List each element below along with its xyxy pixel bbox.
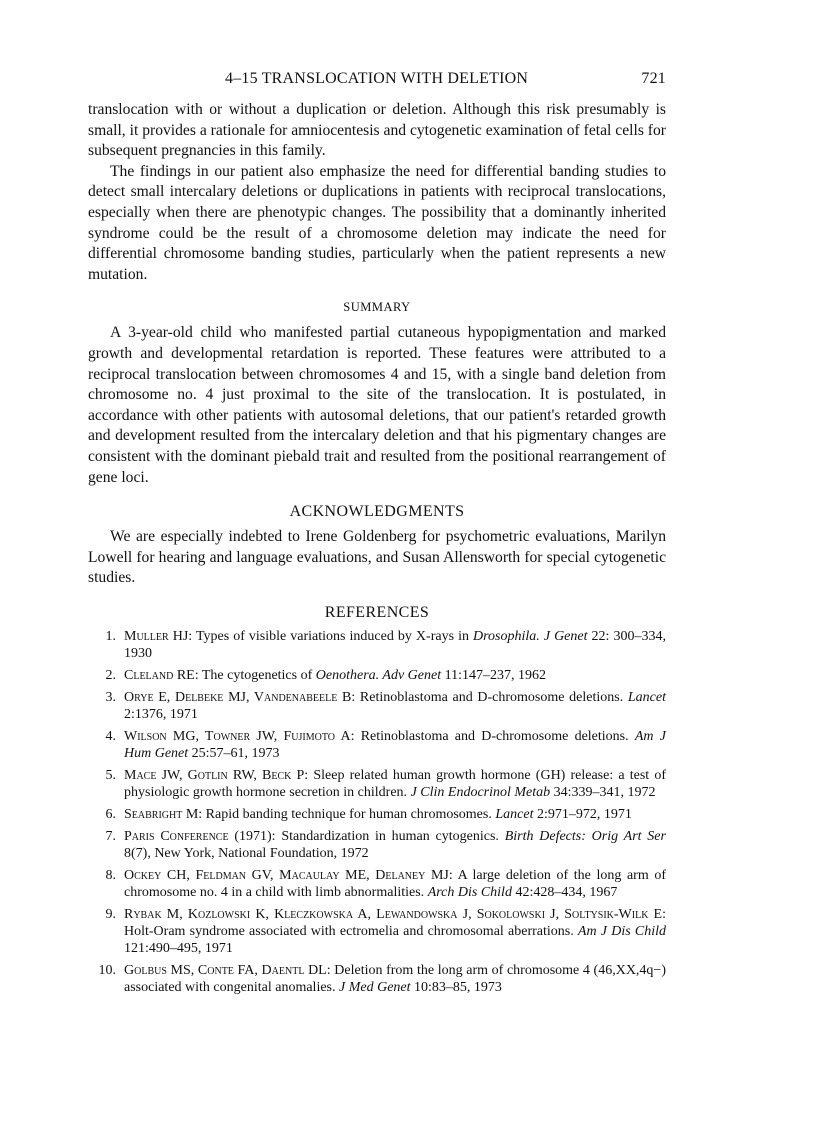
reference-text	[124, 689, 666, 723]
reference-authors: Muller HJ	[124, 628, 189, 644]
reference-text	[124, 767, 666, 801]
reference-title: : A large deletion of the long arm of chromosome no. 4 in a child with limb abnormalities.	[124, 867, 666, 900]
reference-title: : The cytogenetics of	[194, 667, 316, 683]
reference-text	[124, 906, 666, 957]
reference-authors: Orye E, Delbeke MJ, Vandenabeele B	[124, 689, 352, 705]
reference-title: : Retinoblastoma and D-chromosome deletions.	[351, 689, 628, 705]
reference-journal: Am J Dis Child	[577, 923, 666, 939]
reference-journal: Birth Defects: Orig Art Ser	[504, 828, 666, 844]
reference-citation: 42:428–434, 1967	[511, 884, 618, 900]
intro-paragraph-2: The findings in our patient also emphasize the need for differential banding studies to detect small intercalary deletions or duplications in patients with reciprocal translocations, especially when there are phenotypic changes. The possibility that a dominantly inherited syndrome could be the result of a chromosome deletion may indicate the need for differential chromosome banding studies, particularly when the patient represents a new mutation.	[88, 162, 666, 283]
reference-item	[88, 728, 666, 762]
reference-text	[124, 867, 666, 901]
reference-authors: Mace JW, Gotlin RW, Beck P	[124, 767, 305, 783]
running-header	[88, 70, 666, 100]
reference-journal: Lancet	[495, 806, 534, 822]
reference-title: (1971): Standardization in human cytogenics.	[228, 828, 505, 844]
reference-item	[88, 767, 666, 801]
reference-citation: 121:490–495, 1971	[124, 940, 233, 956]
reference-item	[88, 628, 666, 662]
references-heading: REFERENCES	[324, 603, 430, 621]
reference-journal: Am J Hum Genet	[124, 728, 666, 761]
reference-citation: 10:83–85, 1973	[410, 979, 502, 995]
reference-number: 10.	[98, 962, 116, 978]
reference-number: 4.	[105, 728, 116, 744]
intro-paragraph-1: translocation with or without a duplication or deletion. Although this risk presumably is small, it provides a rationale for amniocentesis and cytogenetic examination of fetal cells for subsequent pregnancies in this family.	[88, 101, 666, 160]
reference-text	[124, 828, 666, 862]
summary-heading: SUMMARY	[343, 300, 411, 315]
reference-item	[88, 867, 666, 901]
running-title: 4–15 TRANSLOCATION WITH DELETION	[225, 70, 529, 87]
reference-authors: Golbus MS, Conte FA, Daentl DL	[124, 962, 327, 978]
reference-citation: 11:147–237, 1962	[441, 667, 546, 683]
reference-authors: Ockey CH, Feldman GV, Macaulay ME, Delaney MJ	[124, 867, 449, 883]
reference-item	[88, 806, 666, 823]
reference-authors: Rybak M, Kozlowski K, Kleczkowska A, Lewandowska J, Sokolowski J, Soltysik-Wilk E	[124, 906, 663, 922]
summary-text: A 3-year-old child who manifested partial cutaneous hypopigmentation and marked growth and developmental retardation is reported. These features were attributed to a reciprocal translocation between chromosomes 4 and 15, with a single band deletion from chromosome no. 4 just proximal to the site of the translocation. It is postulated, in accordance with other patients with autosomal deletions, that our patient's retarded growth and development resulted from the intercalary deletion and that his pigmentary changes are consistent with the dominant piebald trait and resulted from the positional rearrangement of gene loci.	[88, 324, 666, 486]
reference-authors: Wilson MG, Towner JW, Fujimoto A	[124, 728, 351, 744]
page	[88, 70, 666, 1001]
reference-journal: Drosophila. J Genet	[473, 628, 588, 644]
reference-citation: 22: 300–334, 1930	[124, 628, 666, 661]
reference-number: 2.	[105, 667, 116, 683]
reference-list	[88, 628, 666, 996]
reference-text	[124, 806, 666, 823]
acknowledgments-text: We are especially indebted to Irene Goldenberg for psychometric evaluations, Marilyn Lowell for hearing and language evaluations, and Susan Allensworth for special cytogenetic studies.	[88, 528, 666, 587]
reference-text	[124, 728, 666, 762]
reference-number: 7.	[105, 828, 116, 844]
reference-citation: 8(7), New York, National Foundation, 1972	[124, 845, 369, 861]
reference-title: : Rapid banding technique for human chromosomes.	[198, 806, 496, 822]
reference-item	[88, 667, 666, 684]
reference-authors: Paris Conference	[124, 828, 229, 844]
reference-citation: 2:1376, 1971	[124, 706, 198, 722]
reference-title: : Types of visible variations induced by X-rays in	[188, 628, 474, 644]
reference-number: 1.	[105, 628, 116, 644]
reference-item	[88, 906, 666, 957]
reference-journal: J Clin Endocrinol Metab	[410, 784, 551, 800]
reference-authors: Cleland RE	[124, 667, 195, 683]
reference-title: : Holt-Oram syndrome associated with ectromelia and chromosomal aberrations.	[124, 906, 666, 939]
reference-text	[124, 667, 666, 684]
reference-title: : Sleep related human growth hormone (GH) release: a test of physiologic growth hormone secretion in children.	[124, 767, 667, 800]
reference-item	[88, 962, 666, 996]
reference-citation: 34:339–341, 1972	[550, 784, 656, 800]
reference-text	[124, 962, 666, 996]
page-number: 721	[641, 70, 666, 87]
reference-number: 6.	[105, 806, 116, 822]
reference-item	[88, 689, 666, 723]
reference-journal: Arch Dis Child	[427, 884, 512, 900]
reference-citation: 25:57–61, 1973	[188, 745, 280, 761]
reference-title: : Retinoblastoma and D-chromosome deletions.	[350, 728, 635, 744]
acknowledgments-heading: ACKNOWLEDGMENTS	[289, 503, 465, 521]
reference-item	[88, 828, 666, 862]
reference-title: : Deletion from the long arm of chromosome 4 (46,XX,4q−) associated with congenital anomalies.	[124, 962, 666, 995]
reference-number: 9.	[105, 906, 116, 922]
reference-text	[124, 628, 666, 662]
reference-journal: J Med Genet	[339, 979, 411, 995]
reference-number: 5.	[105, 767, 116, 783]
reference-journal: Oenothera. Adv Genet	[315, 667, 442, 683]
reference-authors: Seabright M	[124, 806, 199, 822]
reference-number: 8.	[105, 867, 116, 883]
reference-citation: 2:971–972, 1971	[533, 806, 632, 822]
reference-number: 3.	[105, 689, 116, 705]
reference-journal: Lancet	[627, 689, 666, 705]
